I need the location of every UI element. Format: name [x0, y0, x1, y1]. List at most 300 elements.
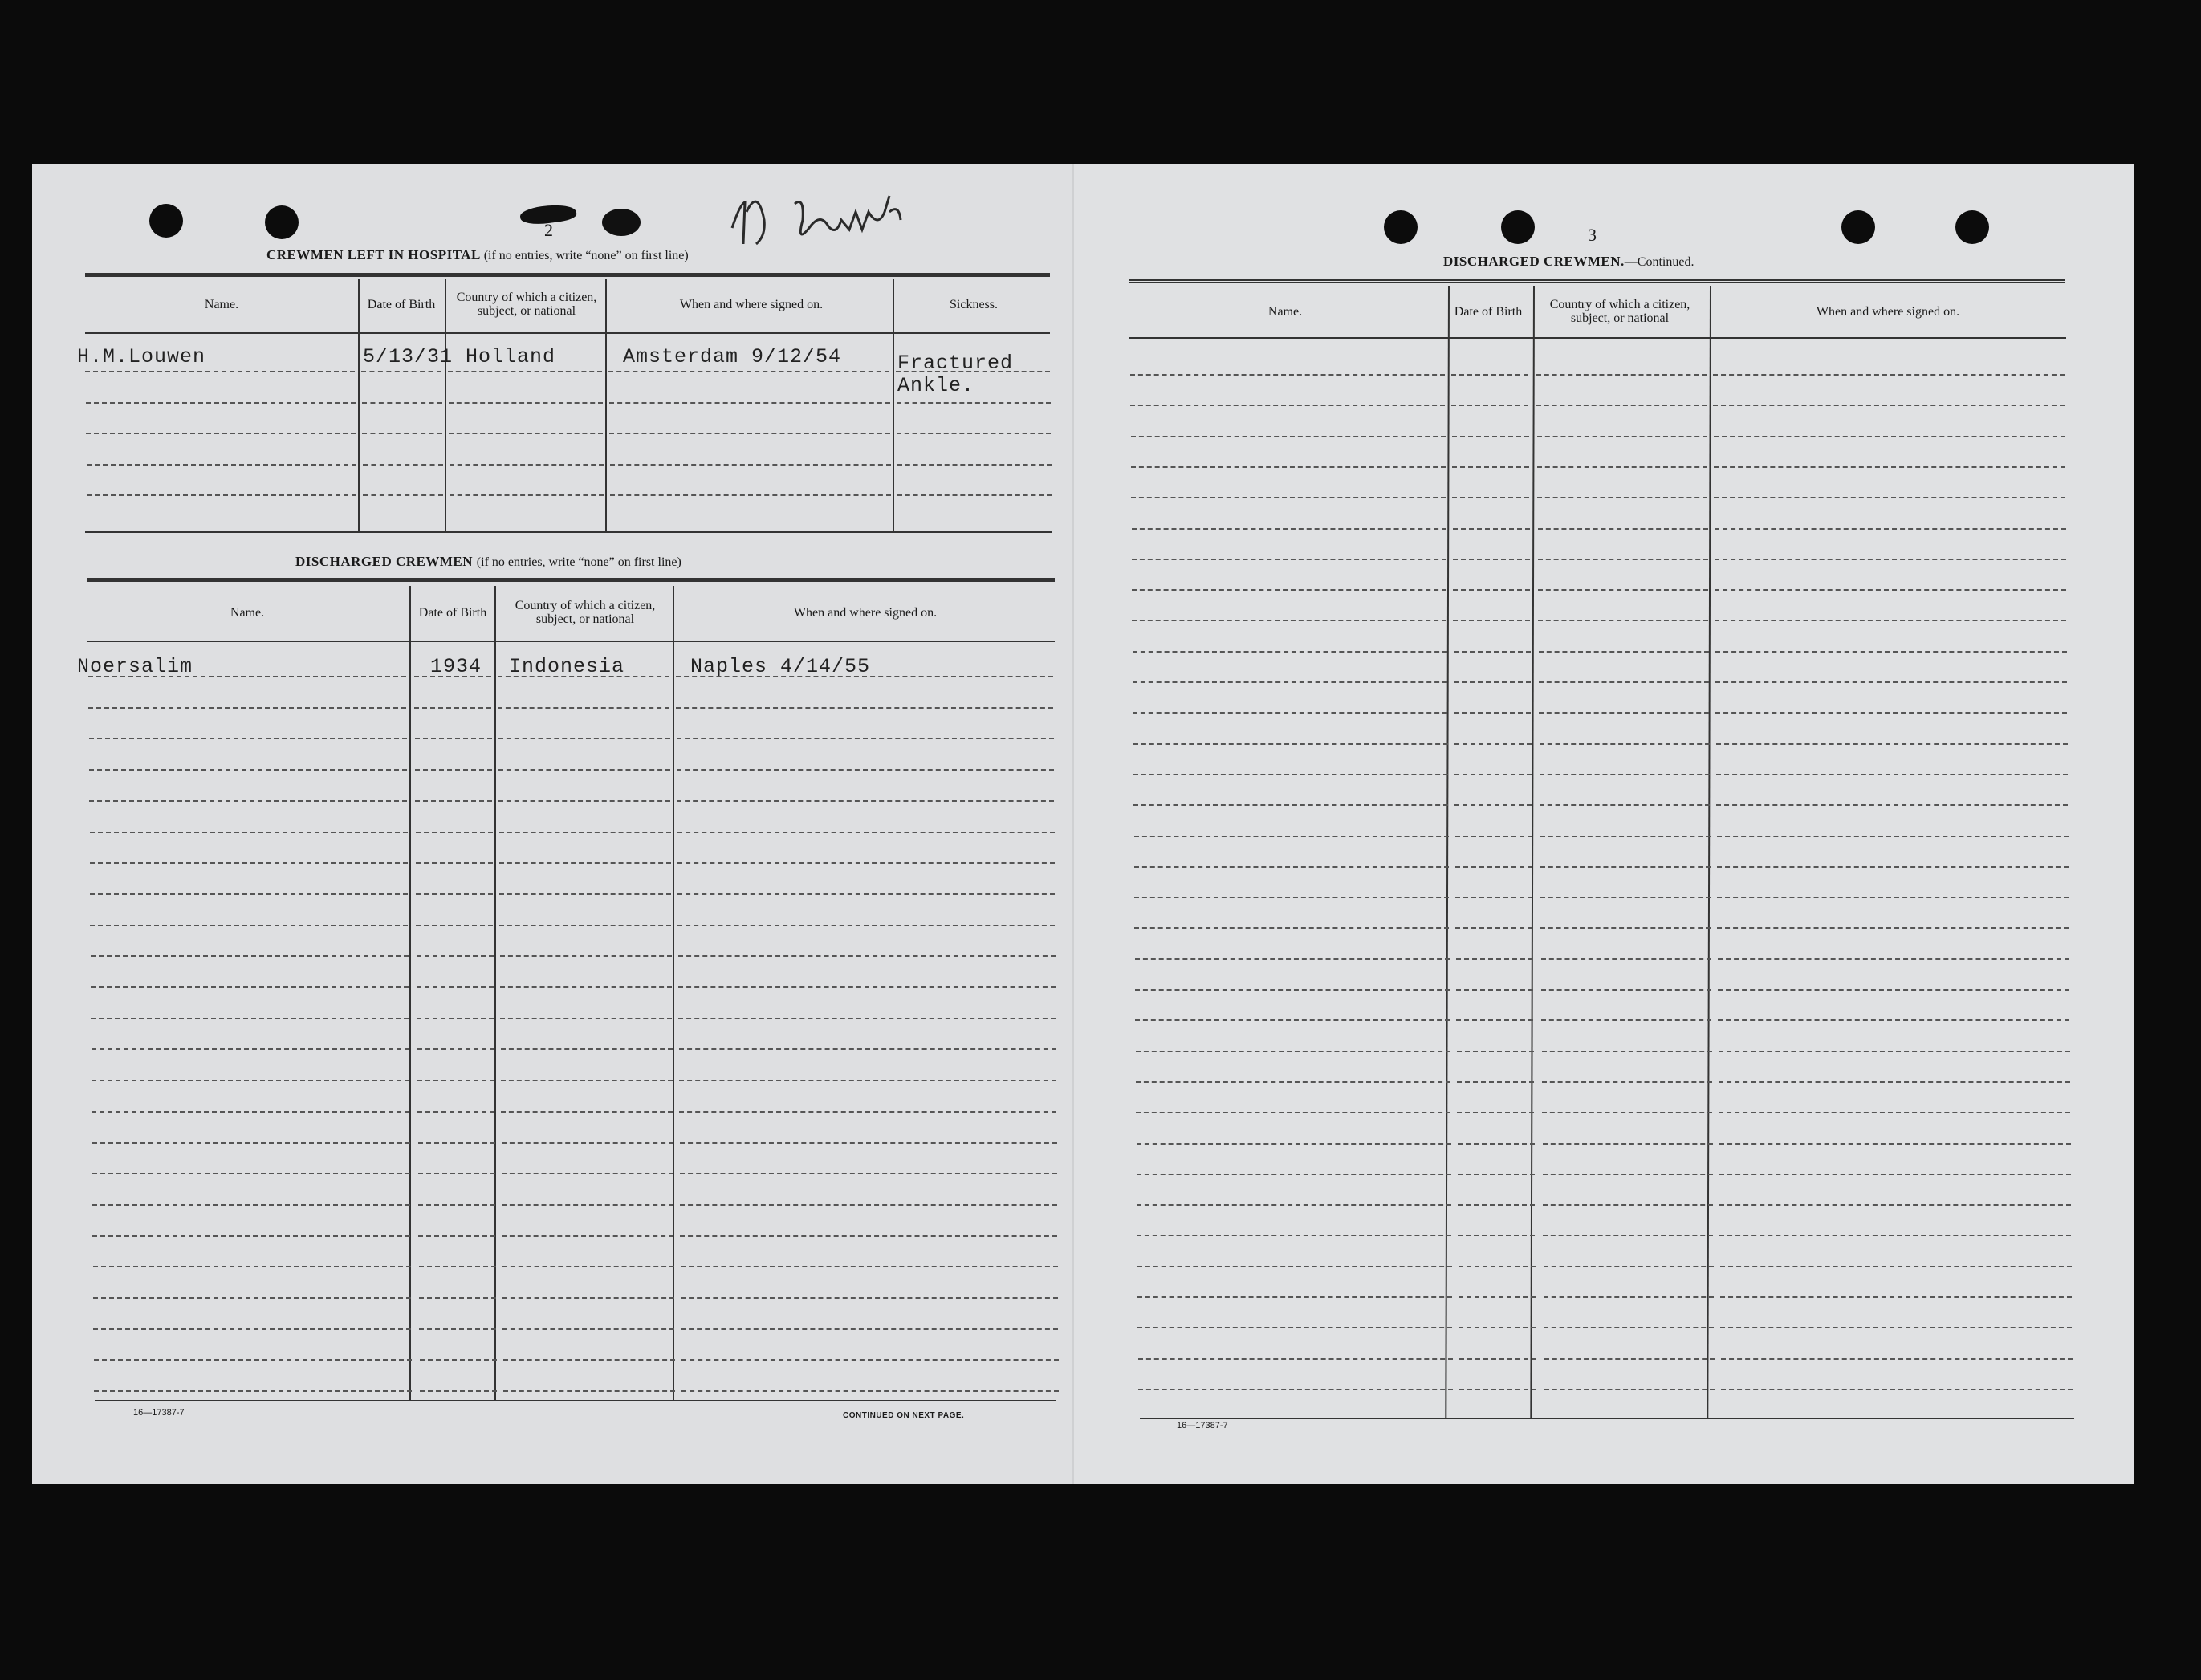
- ruled-line: [680, 1235, 1057, 1237]
- ruled-line: [680, 1142, 1057, 1144]
- column-header: Country of which a citizen, subject, or national: [515, 599, 656, 626]
- ruled-line: [417, 1080, 494, 1081]
- ruled-line: [419, 1297, 496, 1299]
- ruled-line: [1714, 466, 2065, 468]
- column-header: When and where signed on.: [793, 605, 938, 620]
- ruled-line: [89, 800, 407, 802]
- column-divider: [673, 586, 674, 1400]
- hospital-dob: 5/13/31: [363, 345, 454, 368]
- ruled-line: [417, 986, 494, 988]
- ruled-line: [449, 402, 603, 404]
- ruled-line: [417, 1048, 494, 1050]
- ruled-line: [93, 1328, 411, 1330]
- ruled-line: [1454, 743, 1532, 745]
- section-title-note: (if no entries, write “none” on first line): [483, 249, 689, 262]
- ruled-line: [1717, 866, 2069, 868]
- ruled-line: [502, 1328, 674, 1330]
- table-top-rule: [85, 273, 1050, 277]
- section-title-text: CREWMEN LEFT IN HOSPITAL: [266, 247, 480, 262]
- ruled-line: [500, 955, 672, 957]
- ruled-line: [1715, 620, 2066, 621]
- ruled-line: [419, 1266, 496, 1267]
- ruled-line: [1457, 1081, 1534, 1083]
- ruled-line: [498, 800, 670, 802]
- page-number: 2: [544, 220, 553, 240]
- ruled-line: [1454, 804, 1532, 806]
- ruled-line: [502, 1297, 674, 1299]
- ruled-line: [1459, 1296, 1536, 1298]
- discharged-signed-on: Naples 4/14/55: [690, 655, 871, 678]
- ruled-line: [1453, 589, 1530, 591]
- ruled-line: [362, 402, 442, 404]
- ruled-line: [676, 707, 1053, 709]
- ruled-line: [1454, 681, 1531, 683]
- ruled-line: [1136, 1081, 1450, 1083]
- ruled-line: [1542, 1081, 1712, 1083]
- column-header: Country of which a citizen, subject, or national: [456, 291, 597, 318]
- ruled-line: [1132, 620, 1446, 621]
- ruled-line: [1714, 436, 2065, 437]
- ruled-line: [1455, 836, 1532, 837]
- ruled-line: [1451, 374, 1528, 376]
- ruled-line: [677, 925, 1055, 926]
- punch-hole: [1384, 210, 1418, 244]
- hospital-sickness: Ankle.: [897, 374, 975, 397]
- ruled-line: [1455, 927, 1532, 929]
- ruled-line: [1135, 1019, 1450, 1021]
- ruled-line: [1137, 1327, 1452, 1328]
- right-section-title: [1443, 254, 1694, 270]
- ruled-line: [1719, 1204, 2071, 1206]
- column-divider: [445, 279, 446, 531]
- ruled-line: [1453, 559, 1530, 560]
- ruled-line: [448, 371, 602, 372]
- ruled-line: [1720, 1296, 2072, 1298]
- ruled-line: [1130, 405, 1445, 406]
- ruled-line: [415, 769, 492, 771]
- ruled-line: [1136, 1051, 1450, 1052]
- ruled-line: [1133, 804, 1448, 806]
- ruled-line: [1541, 1019, 1711, 1021]
- ruled-line: [89, 769, 407, 771]
- ruled-line: [418, 1235, 495, 1237]
- ruled-line: [1536, 374, 1707, 376]
- ruled-line: [609, 433, 890, 434]
- column-header: Name.: [1267, 304, 1303, 319]
- ruled-line: [419, 1328, 496, 1330]
- ruled-line: [677, 800, 1054, 802]
- ruled-line: [1719, 1143, 2071, 1145]
- ruled-line: [1540, 743, 1710, 745]
- ruled-line: [1457, 1112, 1534, 1113]
- ruled-line: [1541, 989, 1711, 991]
- ruled-line: [1456, 989, 1533, 991]
- left-page: [32, 164, 1074, 1484]
- ruled-line: [1715, 528, 2066, 530]
- ruled-line: [679, 1111, 1056, 1113]
- column-divider: [494, 586, 496, 1400]
- ruled-line: [1459, 1327, 1536, 1328]
- column-header: Country of which a citizen, subject, or national: [1549, 298, 1690, 325]
- ruled-line: [897, 464, 1052, 466]
- ruled-line: [502, 1204, 673, 1206]
- ruled-line: [1715, 712, 2067, 714]
- column-divider: [1445, 286, 1450, 1419]
- ruled-line: [1540, 897, 1711, 898]
- ink-blot: [602, 209, 641, 236]
- ruled-line: [678, 1018, 1056, 1019]
- ruled-line: [1718, 989, 2069, 991]
- ruled-line: [1134, 866, 1449, 868]
- ruled-line: [86, 433, 356, 434]
- column-header: Name.: [204, 297, 239, 311]
- ruled-line: [1716, 774, 2068, 775]
- ruled-line: [679, 1048, 1056, 1050]
- ruled-line: [1537, 436, 1707, 437]
- ruled-line: [93, 1297, 411, 1299]
- ruled-line: [1539, 681, 1709, 683]
- ruled-line: [363, 494, 443, 496]
- ruled-line: [681, 1328, 1058, 1330]
- ruled-line: [92, 1048, 409, 1050]
- ruled-line: [897, 433, 1051, 434]
- column-divider: [1707, 286, 1711, 1419]
- ruled-line: [91, 986, 409, 988]
- form-number: 16—17387-7: [1177, 1421, 1228, 1430]
- ruled-line: [87, 494, 356, 496]
- ruled-line: [88, 707, 406, 709]
- column-divider: [1530, 286, 1535, 1419]
- ruled-line: [498, 738, 670, 739]
- ruled-line: [677, 769, 1054, 771]
- ruled-line: [1132, 528, 1446, 530]
- ruled-line: [91, 1018, 409, 1019]
- ruled-line: [1138, 1358, 1453, 1360]
- ruled-line: [680, 1173, 1057, 1174]
- ruled-line: [91, 955, 409, 957]
- ruled-line: [92, 1173, 410, 1174]
- ruled-line: [1455, 897, 1532, 898]
- column-header: When and where signed on.: [679, 297, 824, 311]
- ruled-line: [499, 832, 671, 833]
- ruled-line: [681, 1266, 1058, 1267]
- ruled-line: [90, 925, 408, 926]
- ruled-line: [1719, 1174, 2071, 1175]
- ruled-line: [1133, 681, 1447, 683]
- header-rule: [1129, 337, 2066, 339]
- column-header: Date of Birth: [367, 297, 436, 311]
- ruled-line: [1131, 436, 1446, 437]
- ruled-line: [418, 1142, 495, 1144]
- ruled-line: [1715, 651, 2067, 653]
- ruled-line: [498, 707, 669, 709]
- ruled-line: [418, 1173, 495, 1174]
- ruled-line: [1719, 1112, 2070, 1113]
- ruled-line: [1452, 436, 1529, 437]
- ruled-line: [1451, 405, 1528, 406]
- continued-note: CONTINUED ON NEXT PAGE.: [843, 1411, 965, 1420]
- section-title-text: DISCHARGED CREWMEN: [295, 554, 474, 569]
- ruled-line: [1540, 774, 1710, 775]
- table-top-rule: [87, 578, 1055, 582]
- column-header: Date of Birth: [1454, 304, 1523, 319]
- ruled-line: [1137, 1174, 1451, 1175]
- ruled-line: [420, 1390, 497, 1392]
- ruled-line: [1454, 712, 1531, 714]
- hospital-sickness: Fractured: [897, 352, 1014, 375]
- ruled-line: [503, 1390, 675, 1392]
- ruled-line: [499, 893, 671, 895]
- ruled-line: [92, 1142, 410, 1144]
- column-divider: [605, 279, 607, 531]
- ruled-line: [678, 955, 1056, 957]
- ruled-line: [502, 1266, 674, 1267]
- ruled-line: [1721, 1389, 2073, 1390]
- ruled-line: [1718, 958, 2069, 960]
- ruled-line: [416, 862, 493, 864]
- discharged-name: Noersalim: [77, 655, 193, 678]
- ruled-line: [1131, 466, 1446, 468]
- ruled-line: [1452, 497, 1529, 498]
- ruled-line: [1134, 927, 1449, 929]
- header-rule: [85, 332, 1050, 334]
- ruled-line: [1453, 620, 1530, 621]
- ruled-line: [90, 832, 408, 833]
- ruled-line: [1544, 1266, 1714, 1267]
- header-rule: [87, 641, 1055, 642]
- discharged-country: Indonesia: [509, 655, 625, 678]
- ruled-line: [1457, 1051, 1534, 1052]
- ruled-line: [1132, 559, 1446, 560]
- ruled-line: [1544, 1327, 1714, 1328]
- ruled-line: [677, 738, 1054, 739]
- ruled-line: [85, 371, 355, 372]
- ruled-line: [1539, 712, 1709, 714]
- ruled-line: [450, 464, 604, 466]
- ruled-line: [1541, 958, 1711, 960]
- ruled-line: [897, 402, 1051, 404]
- ruled-line: [1137, 1204, 1451, 1206]
- ruled-line: [678, 986, 1056, 988]
- ruled-line: [1716, 804, 2068, 806]
- column-header: Name.: [230, 605, 265, 620]
- ruled-line: [681, 1297, 1058, 1299]
- ruled-line: [500, 1018, 672, 1019]
- ruled-line: [1459, 1266, 1536, 1267]
- page-number: 3: [1588, 225, 1597, 245]
- table-bottom-rule: [1140, 1418, 2074, 1419]
- ruled-line: [1713, 405, 2065, 406]
- ruled-line: [1136, 1112, 1450, 1113]
- ruled-line: [1539, 651, 1709, 653]
- ruled-line: [1543, 1143, 1713, 1145]
- ruled-line: [1717, 927, 2069, 929]
- ruled-line: [501, 1111, 673, 1113]
- ruled-line: [1720, 1327, 2072, 1328]
- ruled-line: [1459, 1358, 1536, 1360]
- ruled-line: [499, 862, 671, 864]
- ruled-line: [502, 1173, 673, 1174]
- hospital-section-title: [266, 247, 689, 263]
- ruled-line: [416, 893, 493, 895]
- ruled-line: [608, 371, 889, 372]
- punch-hole: [1501, 210, 1535, 244]
- ruled-line: [501, 1080, 673, 1081]
- ruled-line: [1456, 1019, 1533, 1021]
- ruled-line: [681, 1359, 1059, 1361]
- ruled-line: [1132, 589, 1446, 591]
- ruled-line: [1456, 958, 1533, 960]
- ruled-line: [1134, 897, 1449, 898]
- ruled-line: [1537, 466, 1707, 468]
- ruled-line: [417, 1111, 494, 1113]
- ruled-line: [1454, 651, 1531, 653]
- ruled-line: [1540, 866, 1711, 868]
- ruled-line: [680, 1204, 1057, 1206]
- ruled-line: [361, 371, 441, 372]
- section-title-text: DISCHARGED CREWMEN.: [1443, 254, 1625, 269]
- ruled-line: [86, 402, 356, 404]
- ruled-line: [363, 464, 443, 466]
- ruled-line: [681, 1390, 1059, 1392]
- ruled-line: [1130, 374, 1445, 376]
- ruled-line: [1458, 1143, 1535, 1145]
- discharged-dob: 1934: [430, 655, 482, 678]
- ruled-line: [1538, 528, 1708, 530]
- ruled-line: [1133, 774, 1448, 775]
- ruled-line: [1458, 1204, 1535, 1206]
- ruled-line: [92, 1204, 410, 1206]
- ruled-line: [503, 1359, 675, 1361]
- ruled-line: [90, 893, 408, 895]
- column-header: Sickness.: [950, 297, 998, 311]
- ruled-line: [1458, 1235, 1535, 1236]
- ruled-line: [1543, 1204, 1713, 1206]
- ruled-line: [1137, 1266, 1452, 1267]
- ruled-line: [1538, 559, 1708, 560]
- column-header: Date of Birth: [418, 605, 487, 620]
- ruled-line: [1137, 1143, 1451, 1145]
- ruled-line: [1138, 1389, 1453, 1390]
- ruled-line: [92, 1111, 409, 1113]
- ruled-line: [1131, 497, 1446, 498]
- section-title-suffix: —Continued.: [1624, 255, 1694, 269]
- ruled-line: [1716, 743, 2068, 745]
- hospital-signed-on: Amsterdam 9/12/54: [623, 345, 842, 368]
- table-top-rule: [1129, 279, 2065, 283]
- ruled-line: [1536, 405, 1707, 406]
- ruled-line: [1713, 374, 2065, 376]
- ruled-line: [90, 862, 408, 864]
- ruled-line: [501, 1048, 673, 1050]
- ruled-line: [500, 986, 672, 988]
- right-page: [1074, 164, 2134, 1484]
- ruled-line: [418, 1204, 495, 1206]
- ruled-line: [449, 433, 603, 434]
- ruled-line: [87, 464, 356, 466]
- ruled-line: [1134, 836, 1449, 837]
- table-bottom-rule: [85, 531, 1052, 533]
- ruled-line: [1717, 897, 2069, 898]
- ruled-line: [1137, 1296, 1452, 1298]
- ruled-line: [1714, 497, 2065, 498]
- ruled-line: [1544, 1296, 1714, 1298]
- ruled-line: [1720, 1266, 2072, 1267]
- column-divider: [893, 279, 894, 531]
- ruled-line: [415, 800, 492, 802]
- ruled-line: [1721, 1358, 2073, 1360]
- ruled-line: [414, 707, 491, 709]
- ruled-line: [94, 1359, 412, 1361]
- ruled-line: [1715, 559, 2066, 560]
- ruled-line: [1543, 1235, 1713, 1236]
- ruled-line: [1719, 1235, 2071, 1236]
- ruled-line: [1133, 743, 1448, 745]
- ruled-line: [92, 1080, 409, 1081]
- punch-hole: [1841, 210, 1875, 244]
- punch-hole: [149, 204, 183, 238]
- ruled-line: [416, 925, 493, 926]
- ruled-line: [1715, 681, 2067, 683]
- ruled-line: [1537, 497, 1707, 498]
- ruled-line: [1719, 1051, 2070, 1052]
- ruled-line: [1455, 866, 1532, 868]
- ruled-line: [1542, 1112, 1712, 1113]
- ruled-line: [415, 738, 492, 739]
- ruled-line: [1459, 1389, 1536, 1390]
- ruled-line: [92, 1235, 410, 1237]
- table-bottom-rule: [95, 1400, 1056, 1401]
- ruled-line: [677, 862, 1055, 864]
- ruled-line: [502, 1142, 673, 1144]
- ruled-line: [1717, 836, 2069, 837]
- column-divider: [358, 279, 360, 531]
- ruled-line: [499, 925, 671, 926]
- ruled-line: [1453, 528, 1530, 530]
- ruled-line: [1133, 712, 1447, 714]
- ruled-line: [450, 494, 604, 496]
- ruled-line: [417, 955, 494, 957]
- hospital-name: H.M.Louwen: [77, 345, 206, 368]
- punch-hole: [1955, 210, 1989, 244]
- ruled-line: [1540, 836, 1711, 837]
- column-header: When and where signed on.: [1816, 304, 1960, 319]
- section-title-note: (if no entries, write “none” on first line): [476, 555, 681, 569]
- ruled-line: [362, 433, 442, 434]
- ruled-line: [89, 738, 407, 739]
- ruled-line: [897, 494, 1052, 496]
- ruled-line: [1538, 589, 1708, 591]
- ruled-line: [609, 402, 890, 404]
- ruled-line: [1544, 1358, 1715, 1360]
- ruled-line: [1452, 466, 1529, 468]
- ruled-line: [677, 832, 1055, 833]
- column-divider: [409, 586, 411, 1400]
- ruled-line: [679, 1080, 1056, 1081]
- ruled-line: [1715, 589, 2066, 591]
- ruled-line: [677, 893, 1055, 895]
- ruled-line: [416, 832, 493, 833]
- ruled-line: [93, 1266, 411, 1267]
- ruled-line: [1543, 1174, 1713, 1175]
- ruled-line: [1540, 927, 1711, 929]
- ruled-line: [1718, 1019, 2069, 1021]
- ruled-line: [1719, 1081, 2070, 1083]
- ruled-line: [420, 1359, 497, 1361]
- ruled-line: [1137, 1235, 1451, 1236]
- punch-hole: [265, 205, 299, 239]
- ruled-line: [1542, 1051, 1712, 1052]
